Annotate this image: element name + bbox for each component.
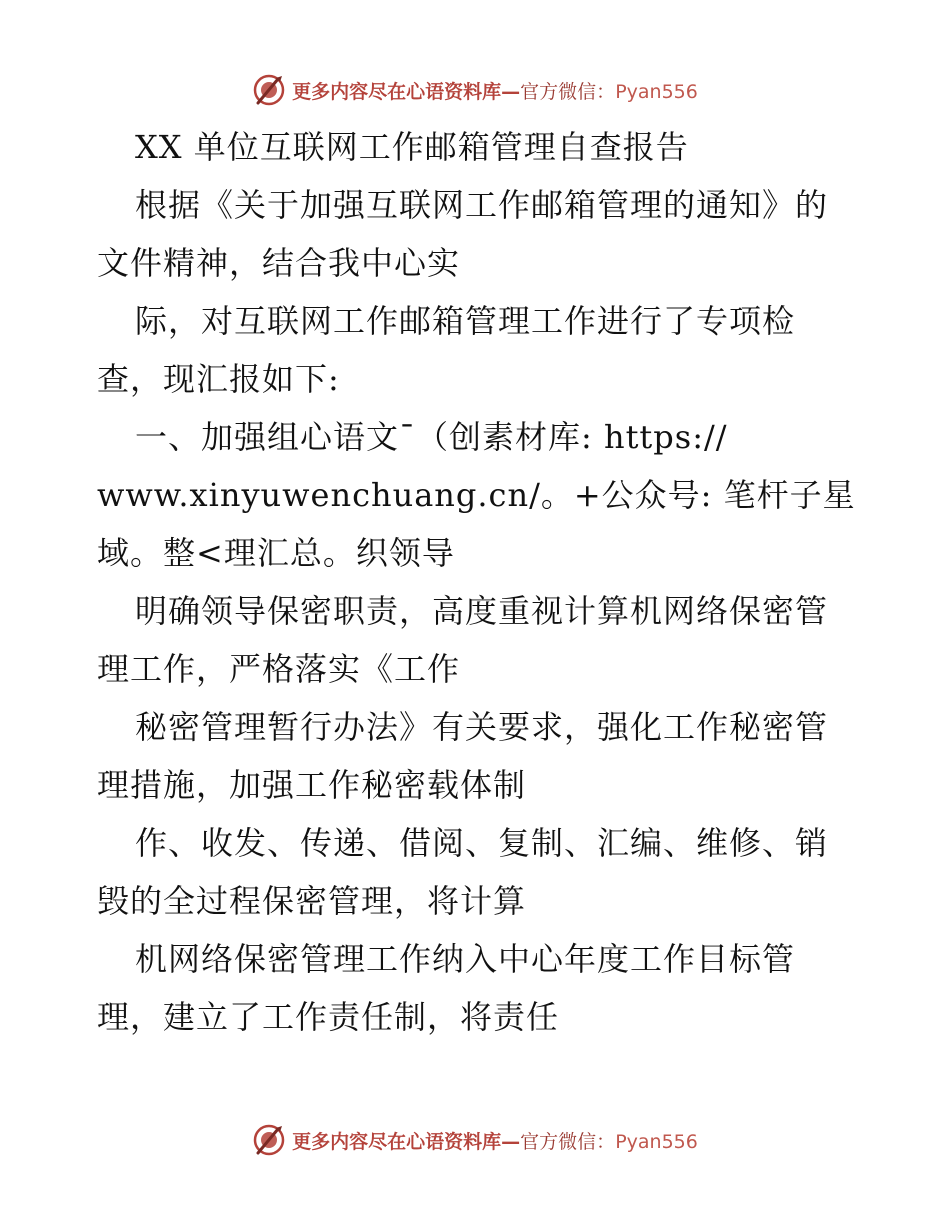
- paragraph-line: 理工作，严格落实《工作: [97, 650, 461, 688]
- paragraph-line: 明确领导保密职责，高度重视计算机网络保密管: [135, 592, 829, 630]
- paragraph-line: 际，对互联网工作邮箱管理工作进行了专项检: [135, 302, 796, 340]
- quill-seal-icon: [252, 1123, 286, 1157]
- paragraph-line: 查，现汇报如下:: [97, 360, 340, 398]
- document-title: XX 单位互联网工作邮箱管理自查报告: [135, 128, 689, 166]
- quill-seal-icon: [252, 73, 286, 107]
- banner-wechat-label: 官方微信：: [520, 80, 616, 103]
- paragraph-line: 文件精神，结合我中心实: [97, 244, 461, 282]
- paragraph-line: 毁的全过程保密管理，将计算: [97, 882, 527, 920]
- paragraph-line: 理措施，加强工作秘密载体制: [97, 766, 527, 804]
- banner-wechat-id: Pyan556: [615, 80, 698, 103]
- paragraph-line: 作、收发、传递、借阅、复制、汇编、维修、销: [135, 824, 829, 862]
- banner-text: [292, 1127, 698, 1154]
- banner-brand: 更多内容尽在心语资料库—: [292, 1130, 521, 1153]
- section-heading: 一、加强组心语文¯（创素材库: https://: [135, 418, 728, 456]
- banner-wechat-id: Pyan556: [615, 1130, 698, 1153]
- paragraph-line: 根据《关于加强互联网工作邮箱管理的通知》的: [135, 186, 829, 224]
- footer-banner: [0, 1120, 950, 1160]
- paragraph-line: 理，建立了工作责任制，将责任: [97, 998, 560, 1036]
- paragraph-line: 秘密管理暂行办法》有关要求，强化工作秘密管: [135, 708, 829, 746]
- banner-wechat-label: 官方微信：: [520, 1130, 616, 1153]
- document-body: [97, 118, 857, 1046]
- banner-brand: 更多内容尽在心语资料库—: [292, 80, 521, 103]
- header-banner: [0, 70, 950, 110]
- banner-text: [292, 77, 698, 104]
- paragraph-line: 机网络保密管理工作纳入中心年度工作目标管: [135, 940, 796, 978]
- paragraph-line: www.xinyuwenchuang.cn/。+公众号: 笔杆子星: [97, 476, 856, 514]
- paragraph-line: 域。整<理汇总。织领导: [97, 534, 455, 572]
